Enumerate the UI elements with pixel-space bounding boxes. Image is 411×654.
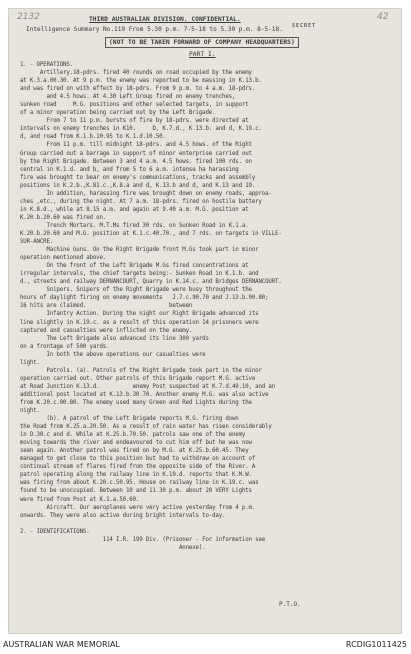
part-heading: PART I. bbox=[189, 51, 216, 58]
summary-title: Intelligence Summary No.119 From 5.30 p.m. 7-5-18 to 5.30 p.m. 8-5-18. bbox=[26, 26, 283, 33]
archive-footer bbox=[0, 636, 411, 654]
please-turn-over: P.T.O. bbox=[279, 601, 301, 608]
secret-stamp: SECRET bbox=[292, 23, 317, 29]
division-heading bbox=[89, 16, 389, 23]
division-heading-text: THIRD AUSTRALIAN DIVISION. CONFIDENTIAL. bbox=[89, 16, 241, 23]
pencil-annotation-right: 42 bbox=[377, 12, 389, 22]
paper-sheet bbox=[9, 9, 401, 633]
archive-reference: RCDIG1011425 bbox=[345, 640, 407, 649]
archive-name: AUSTRALIAN WAR MEMORIAL bbox=[3, 640, 120, 649]
distribution-warning: (NOT TO BE TAKEN FORWARD OF COMPANY HEADQUARTERS) bbox=[105, 37, 299, 48]
report-body: 1. - OPERATIONS. Artillery.18-pdrs. fired 40 rounds on road occupied by the enemy at K.3.a.00.30. At 9 p.m. the enemy was reported to be massing in K.13.b. and was fired on with effect by 18-pdrs. From 9 p.m. to 4 a.m. 18-pdrs. and 4.5 hows. At 4.30 Left Group fired on enemy trenches, sunken road M.G. positions and other selected targets, in support of a minor operation being carried out by the Left Brigade. From 7 to 11 p.m. bursts of fire by 18-pdrs. were directed at intervals on enemy trenches in K10. D, K.7.d., K.13.b. and d, K.19.c. d, and road from K.1.b.10.95 to K.1.d.10.50. From 11 p.m. till midnight 18-pdrs. and 4.5 hows. of the Right Group carried out a barrage in support of minor enterprise carried out by the Right Brigade. Between 3 and 4 a.m. 4.5 hows. fired 100 rds. on central in K.1.d. and b, and from 5 to 6 a.m. intense ha harassing fire was brought to bear on enemy's communications, tracks and assembly positions in K.2.b.,K.81.c.,K.8.a and d, K.13.b and d, and K.13 and 19. In addition, harassing fire was brought down on enemy roads, approa- ches ,etc., during the night. At 7 a.m. 18-pdrs. fired on hostile battery in K.8.d., while at 8.15 a.m. and again at 9.40 a.m. M.G. position at K.20.b.20.60 was fired on. Trench Mortars. M.T.Ms fired 30 rds. on Sunken Road in K.1.a. K.20.b.20.60 and M.G. position at K.1.c.40.70., and 7 rds. on targets in VILLE- SUR-ANCRE. Machine Guns. On the Right Brigade front M.Gs took part in minor operation mentioned above. On the front of the Left Brigade M.Gs fired concentrations at irregular intervals, the chief targets being:- Sunken Road in K.1.b. and d., streets and railway DERNANCOURT, Quarry in K.14.c. and Bridges DERNANCOURT. Snipers. Snipers of the Right Brigade were busy throughout the hours of daylight firing on enemy movements J.7.c.90.70 and J.13.b.00.80; 16 hits are claimed. between Infantry Action. During the night our Right Brigade advanced its line slightly in K.19.c. as a result of this operation 14 prisoners were captured and casualties were inflicted on the enemy. The Left Brigade also advanced its line 300 yards on a frontage of 500 yards. In both the above operations our casualties were light. Patrols. (a). Patrols of the Right Brigade took part in the minor operation carried out. Other patrols of this Brigade report M.G. active at Road Junction K.13.d. enemy Post suspected at K.7.d.40.10, and an additional post located at K.13.b.30.70. Another enemy M.G. was also active from K.20.c.00.80. The enemy used many Green and Red Lights during the night. (b). A patrol of the Left Brigade reports M.G. firing down the Road from K.25.a.20.50. As a result of rain water has risen considerably in D.30.c and d. While at K.25.b.70.50. patrols saw one of the enemy moving towards the river and endeavoured to cut him off but he was now seen again. Another patrol was fired on by M.G. at K.25.b.60.45. They managed to get close to this position but had to withdraw on account of continual stream of flares fired from the opposite side of the River. A patrol operating along the railway line in K.19.d. reports that K.M.W. was firing from about K.20.c.50.95. House on railway line in K.19.c. was found to be unoccupied. Between 10 and 11.30 p.m. about 20 VERY Lights were fired from Post at K.1.a.50.60. Aircraft. Our aeroplanes were very active yesterday from 4 p.m. onwards. They were also active during bright intervals to-day. 2. - IDENTIFICATIONS. 114 I.R. 199 Div. (Prisoner - For information see Annexe). bbox=[20, 62, 282, 551]
pencil-annotation-left: 2132 bbox=[17, 12, 40, 22]
